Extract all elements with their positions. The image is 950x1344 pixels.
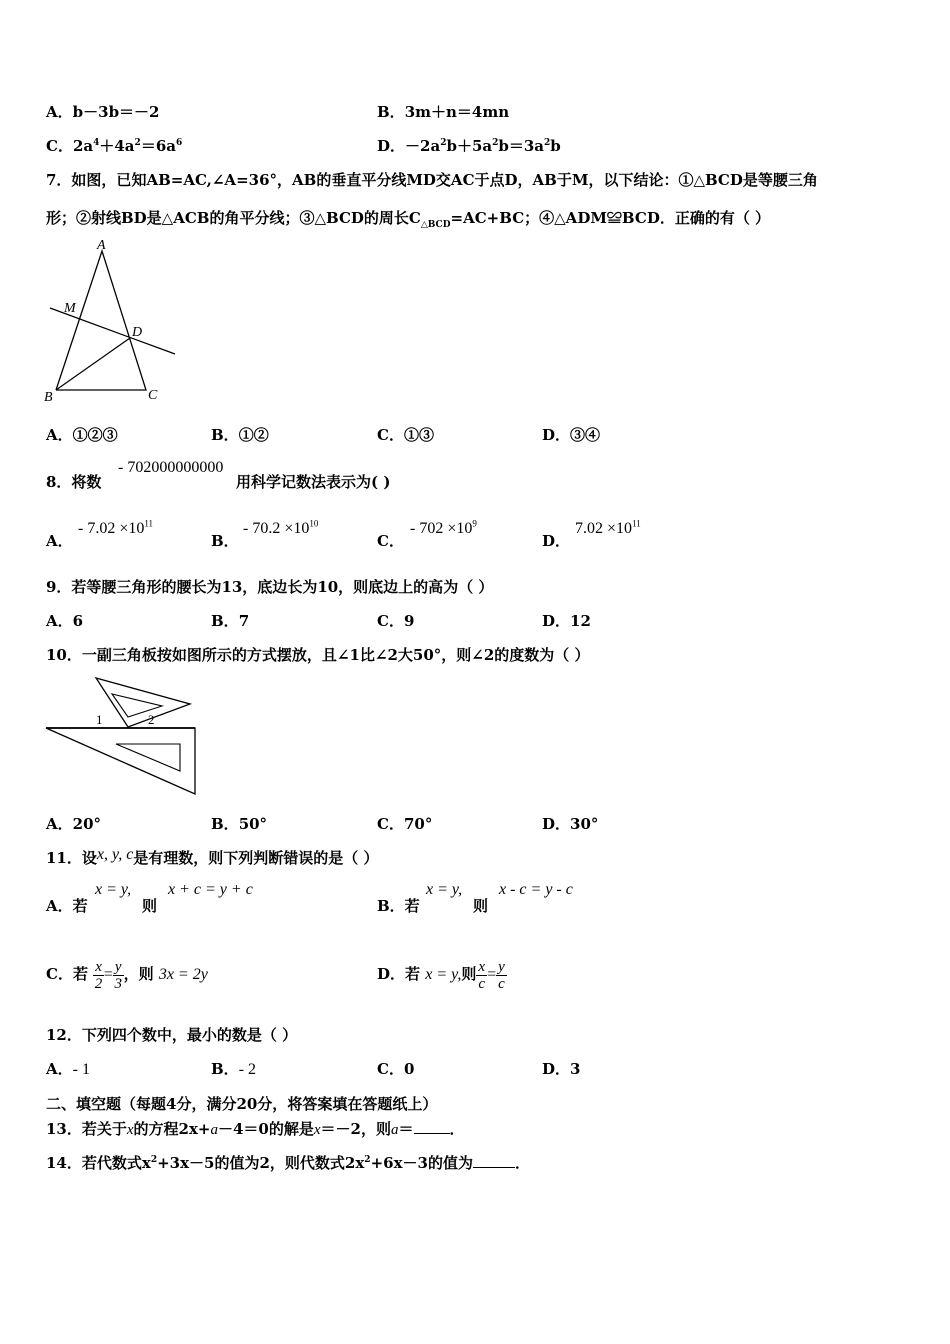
q11-option-b-then: 则 [473, 897, 489, 915]
answer-blank[interactable] [473, 1167, 515, 1168]
exponent: 2 [134, 138, 141, 148]
option-letter: B． [377, 103, 405, 121]
option-text: 6 [72, 612, 84, 630]
q12-option-b [211, 1059, 256, 1080]
q8-option-d-letter: D． [542, 532, 571, 550]
q9-option-d [542, 611, 591, 631]
expr-part: －2a [405, 137, 441, 155]
option-letter: D． [542, 426, 571, 444]
then-text: ，则 [123, 965, 154, 983]
q6-option-a [46, 102, 160, 122]
stem-text: ＝ [398, 1120, 414, 1138]
option-text: 20° [72, 815, 102, 833]
label-b: B [44, 390, 53, 405]
option-text: 30° [570, 815, 599, 833]
q11-option-a-letter: A．若 [46, 897, 88, 915]
q8-prefix: 8．将数 [46, 473, 102, 491]
q8-option-c-value [410, 519, 477, 539]
exponent: 2 [544, 138, 551, 148]
option-letter: B． [211, 612, 239, 630]
exponent: 6 [175, 138, 183, 148]
stem-text: 的方程2x+ [133, 1120, 211, 1138]
option-text: ①②③ [72, 426, 118, 444]
label-a: A [97, 238, 106, 253]
option-text: 12 [570, 612, 591, 630]
option-letter: B． [211, 426, 239, 444]
q11-option-a-conclusion: x + c = y + c [168, 881, 253, 898]
q12-option-d [542, 1059, 580, 1079]
q7-triangle-figure [40, 236, 190, 408]
option-text: 50° [238, 815, 268, 833]
q12-option-a [46, 1059, 90, 1080]
condition: x = y, [425, 966, 462, 983]
expr-part: b [550, 137, 561, 155]
set-square-bottom-outer [46, 728, 195, 794]
exponent: 2 [440, 138, 447, 148]
option-letter: A． [46, 426, 73, 444]
q8-option-b-letter: B． [211, 532, 239, 550]
expr-part: b＝3a [498, 137, 545, 155]
exponent: 10 [309, 518, 319, 529]
sci-base: - 7.02 ×10 [78, 520, 145, 537]
q10-set-square-figure [44, 674, 199, 799]
numerator: y [498, 958, 505, 975]
option-text: - 2 [238, 1061, 257, 1078]
q11-option-a-then: 则 [142, 897, 158, 915]
option-letter: C． [377, 815, 404, 833]
q7-option-d [542, 425, 600, 445]
angle-2-label: 2 [148, 712, 155, 727]
option-text: - 1 [72, 1061, 90, 1078]
equals-sign: = [487, 966, 497, 983]
q9-option-b [211, 611, 249, 631]
q11-option-b-letter: B．若 [377, 897, 420, 915]
q12-option-c [377, 1059, 414, 1079]
stem-text: －4＝0的解是 [218, 1120, 314, 1138]
q10-option-a [46, 814, 101, 834]
option-letter: D． [542, 815, 571, 833]
stem-text: +6x－3的值为 [370, 1154, 473, 1172]
option-text: ①③ [403, 426, 434, 444]
stem-text: ． [514, 1154, 530, 1172]
option-letter: A． [46, 103, 73, 121]
option-letter: D．若 [377, 965, 421, 983]
q7-option-a [46, 425, 118, 445]
denominator: c [478, 975, 486, 992]
numerator: y [114, 958, 122, 975]
option-text: 0 [403, 1060, 415, 1078]
q11-option-d [377, 950, 507, 999]
q11-stem [46, 848, 379, 869]
fraction-x-over-c [476, 959, 487, 992]
stem-text: 11．设 [46, 849, 97, 867]
option-text: 7 [238, 612, 250, 630]
option-text: 3 [570, 1060, 581, 1078]
option-letter: A． [46, 612, 73, 630]
option-letter: C． [46, 137, 73, 155]
q10-stem: 10．一副三角板按如图所示的方式摆放，且∠1比∠2大50°，则∠2的度数为（ ） [46, 646, 590, 664]
fraction-y-over-3 [113, 959, 124, 992]
q9-option-c [377, 611, 414, 631]
option-text: ①② [238, 426, 269, 444]
var-a: a [390, 1122, 399, 1138]
stem-text: ＝－2，则 [320, 1120, 391, 1138]
option-letter: D． [542, 612, 571, 630]
option-text: 70° [403, 815, 433, 833]
denominator: 2 [94, 975, 103, 992]
denominator: 3 [114, 975, 122, 992]
expr-part: b＋5a [446, 137, 493, 155]
q8-option-a-value [78, 519, 153, 539]
q8-option-b-value [243, 519, 318, 539]
exponent: 9 [472, 518, 477, 529]
exponent: 11 [144, 518, 154, 529]
label-m: M [64, 301, 76, 316]
q11-option-b-condition: x = y, [426, 881, 463, 898]
option-letter: C． [377, 612, 404, 630]
option-text: 3m＋n＝4mn [404, 103, 510, 121]
stem-text: ． [449, 1120, 465, 1138]
q9-stem: 9．若等腰三角形的腰长为13，底边长为10，则底边上的高为（ ） [46, 578, 494, 596]
exponent: 4 [93, 138, 100, 148]
denominator: c [498, 975, 505, 992]
option-letter: D． [377, 137, 406, 155]
angle-1-label: 1 [96, 712, 103, 727]
option-text: 9 [403, 612, 415, 630]
option-letter: B． [211, 815, 239, 833]
segment-bd [56, 338, 130, 390]
then-text: 则 [461, 965, 477, 983]
q8-suffix: 用科学记数法表示为( ) [236, 473, 391, 491]
sci-base: 7.02 ×10 [575, 520, 633, 537]
sci-base: - 702 ×10 [410, 520, 473, 537]
set-square-top-outer [96, 678, 190, 727]
fraction-y-over-c [496, 959, 507, 992]
exponent: 2 [364, 1155, 371, 1165]
exponent: 2 [150, 1155, 158, 1165]
q6-option-c [46, 136, 182, 156]
q11-option-c [46, 950, 208, 999]
option-letter: C．若 [46, 965, 88, 983]
label-c: C [148, 388, 158, 403]
q8-option-c-letter: C． [377, 532, 404, 550]
q7-option-c [377, 425, 434, 445]
q12-stem: 12．下列四个数中，最小的数是（ ） [46, 1026, 298, 1044]
q8-option-d-value [575, 519, 641, 539]
stem-text: 形；②射线BD是△ACB的角平分线；③△BCD的周长C [46, 209, 421, 227]
q10-option-c [377, 814, 432, 834]
q11-option-b-conclusion: x - c = y - c [499, 881, 573, 898]
q7-stem-line2 [46, 208, 770, 228]
q13-stem [46, 1119, 465, 1140]
label-d: D [132, 325, 143, 340]
option-letter: B． [211, 1060, 239, 1078]
numerator: x [95, 958, 102, 975]
option-letter: A． [46, 1060, 73, 1078]
expr-part: 2a [72, 137, 94, 155]
conclusion: 3x = 2y [158, 966, 208, 983]
q6-option-b [377, 102, 509, 122]
answer-blank[interactable] [414, 1133, 450, 1134]
stem-text: 是有理数，则下列判断错误的是（ ） [133, 849, 379, 867]
q6-option-d [377, 136, 561, 156]
q10-option-d [542, 814, 598, 834]
var-x: x [313, 1122, 321, 1138]
expr-part: ＋4a [99, 137, 135, 155]
stem-text: +3x－5的值为2，则代数式2x [157, 1154, 365, 1172]
q11-option-a-condition: x = y, [95, 881, 132, 898]
option-text: ③④ [570, 426, 601, 444]
stem-text: 13．若关于 [46, 1120, 127, 1138]
option-text: b－3b＝－2 [72, 103, 160, 121]
exponent: 2 [492, 138, 499, 148]
q10-option-b [211, 814, 267, 834]
option-letter: D． [542, 1060, 571, 1078]
equals-sign: = [103, 966, 113, 983]
q7-option-b [211, 425, 269, 445]
q8-number: - 702000000000 [118, 459, 224, 476]
q9-option-a [46, 611, 83, 631]
stem-text: =AC+BC；④△ADM≌BCD．正确的有（ ） [450, 209, 771, 227]
numerator: x [478, 958, 486, 975]
expr-part: ＝6a [140, 137, 176, 155]
q8-option-a-letter: A． [46, 532, 73, 550]
var-x: x [126, 1122, 134, 1138]
subscript: △BCD [420, 220, 451, 230]
section-2-heading: 二、填空题（每题4分，满分20分，将答案填在答题纸上） [46, 1095, 438, 1113]
exponent: 11 [632, 518, 641, 529]
set-square-bottom-inner [116, 744, 180, 771]
stem-text: 14．若代数式x [46, 1154, 151, 1172]
option-letter: A． [46, 815, 73, 833]
var-a: a [210, 1122, 218, 1138]
q14-stem [46, 1153, 530, 1173]
q7-stem-line1: 7．如图，已知AB=AC,∠A=36°，AB的垂直平分线MD交AC于点D，AB于M，以下结论：①△BCD是等腰三角 [46, 171, 818, 189]
variables: x, y, c [96, 846, 134, 863]
option-letter: C． [377, 1060, 404, 1078]
fraction-x-over-2 [93, 959, 104, 992]
triangle-abc [56, 251, 146, 390]
sci-base: - 70.2 ×10 [243, 520, 310, 537]
option-letter: C． [377, 426, 404, 444]
